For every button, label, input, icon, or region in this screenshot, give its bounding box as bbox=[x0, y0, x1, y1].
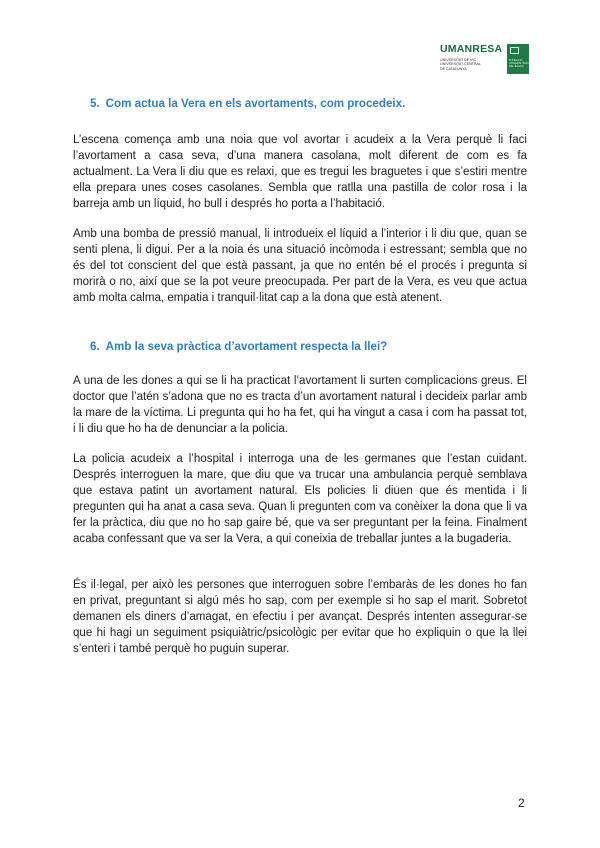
logo-emblem-mark bbox=[510, 47, 519, 54]
section-6-heading bbox=[90, 340, 387, 353]
section-5-paragraph-1: L’escena comença amb una noia que vol avortar i acudeix a la Vera perquè li faci l’avortament a casa seva, d’una manera casolana, molt diferent de com es fa actualment. La Vera li diu que es relaxi, que es tregui les braguetes i que s’estiri mentre ella prepara unes coses casolanes. Sembla que ratlla una pastilla de color rosa i la barreja amb un líquid, ho bull i després ho porta a l’habitació. bbox=[73, 134, 527, 210]
page-number: 2 bbox=[518, 796, 525, 810]
section-5-paragraph-2: Amb una bomba de pressió manual, li introdueix el líquid a l’interior i li diu que, quan se senti plena, li digui. Per a la noia és una situació incòmoda i estressant; sembla que no és del tot conscient del que està passant, ja que no entén bé el procés i pregunta si morirà o no, així que se la pot veure preocupada. Per part de la Vera, es veu que actua amb molta calma, empatia i tranquil·litat cap a la dona que està atenent. bbox=[73, 228, 527, 304]
logo-subtitle-line: DE CATALUNYA bbox=[440, 66, 467, 71]
section-6-paragraph-3: És il·legal, per això les persones que interroguen sobre l’embaràs de les dones ho fan en privat, preguntant si algú més ho sap, com per exemple si ho sap el marit. Sobretot demanen els diners d’amagat, en efectiu i per avançat. Després intenten assegurar-se que hi hagi un seguiment psiquiàtric/psicològic per evitar que ho expliquin o que la llei s’enteri i també perquè ho puguin superar. bbox=[73, 579, 527, 655]
logo-emblem-text: FUNDACIÓ UNIVERSITÀRIA DEL BAGES bbox=[509, 59, 529, 69]
section-number: 6. bbox=[90, 340, 100, 353]
logo-subtitle-line: UNIVERSITAT CENTRAL bbox=[440, 62, 481, 67]
logo-subtitle-line: UNIVERSITAT DE VIC bbox=[440, 58, 477, 62]
section-title: Amb la seva pràctica d’avortament respecta la llei? bbox=[105, 340, 388, 353]
logo-subtitle bbox=[440, 58, 502, 71]
logo-text bbox=[440, 44, 502, 71]
section-title: Com actua la Vera en els avortaments, com procedeix. bbox=[105, 97, 406, 110]
section-5-heading bbox=[90, 97, 405, 110]
section-6-paragraph-2: La policia acudeix a l’hospital i interroga una de les germanes que l’estan cuidant. Després interroguen la mare, que diu que va trucar una ambulancia perquè semblava que estava patint un avortament natural. Els policies li diuen que és mentida i li pregunten qui ha anat a casa seva. Quan li pregunten com va conèixer la dona que li va fer la pràctica, diu que no ho sap gaire bé, que va ser preguntant per la feina. Finalment acaba confessant que va ser la Vera, a qui coneixia de treballar juntes a la bugaderia. bbox=[73, 453, 527, 545]
logo-emblem bbox=[507, 44, 529, 74]
university-logo bbox=[440, 44, 532, 76]
logo-name: UMANRESA bbox=[440, 43, 503, 55]
section-6-paragraph-1: A una de les dones a qui se li ha practicat l’avortament li surten complicacions greus. El doctor que l’atén s’adona que no es tracta d’un avortament natural i decideix parlar amb la mare de la víctima. Li pregunta qui ho ha fet, qui ha vingut a casa i com ha passat tot, i li diu que ho ha de denunciar a la policia. bbox=[73, 375, 527, 435]
section-number: 5. bbox=[90, 97, 100, 110]
